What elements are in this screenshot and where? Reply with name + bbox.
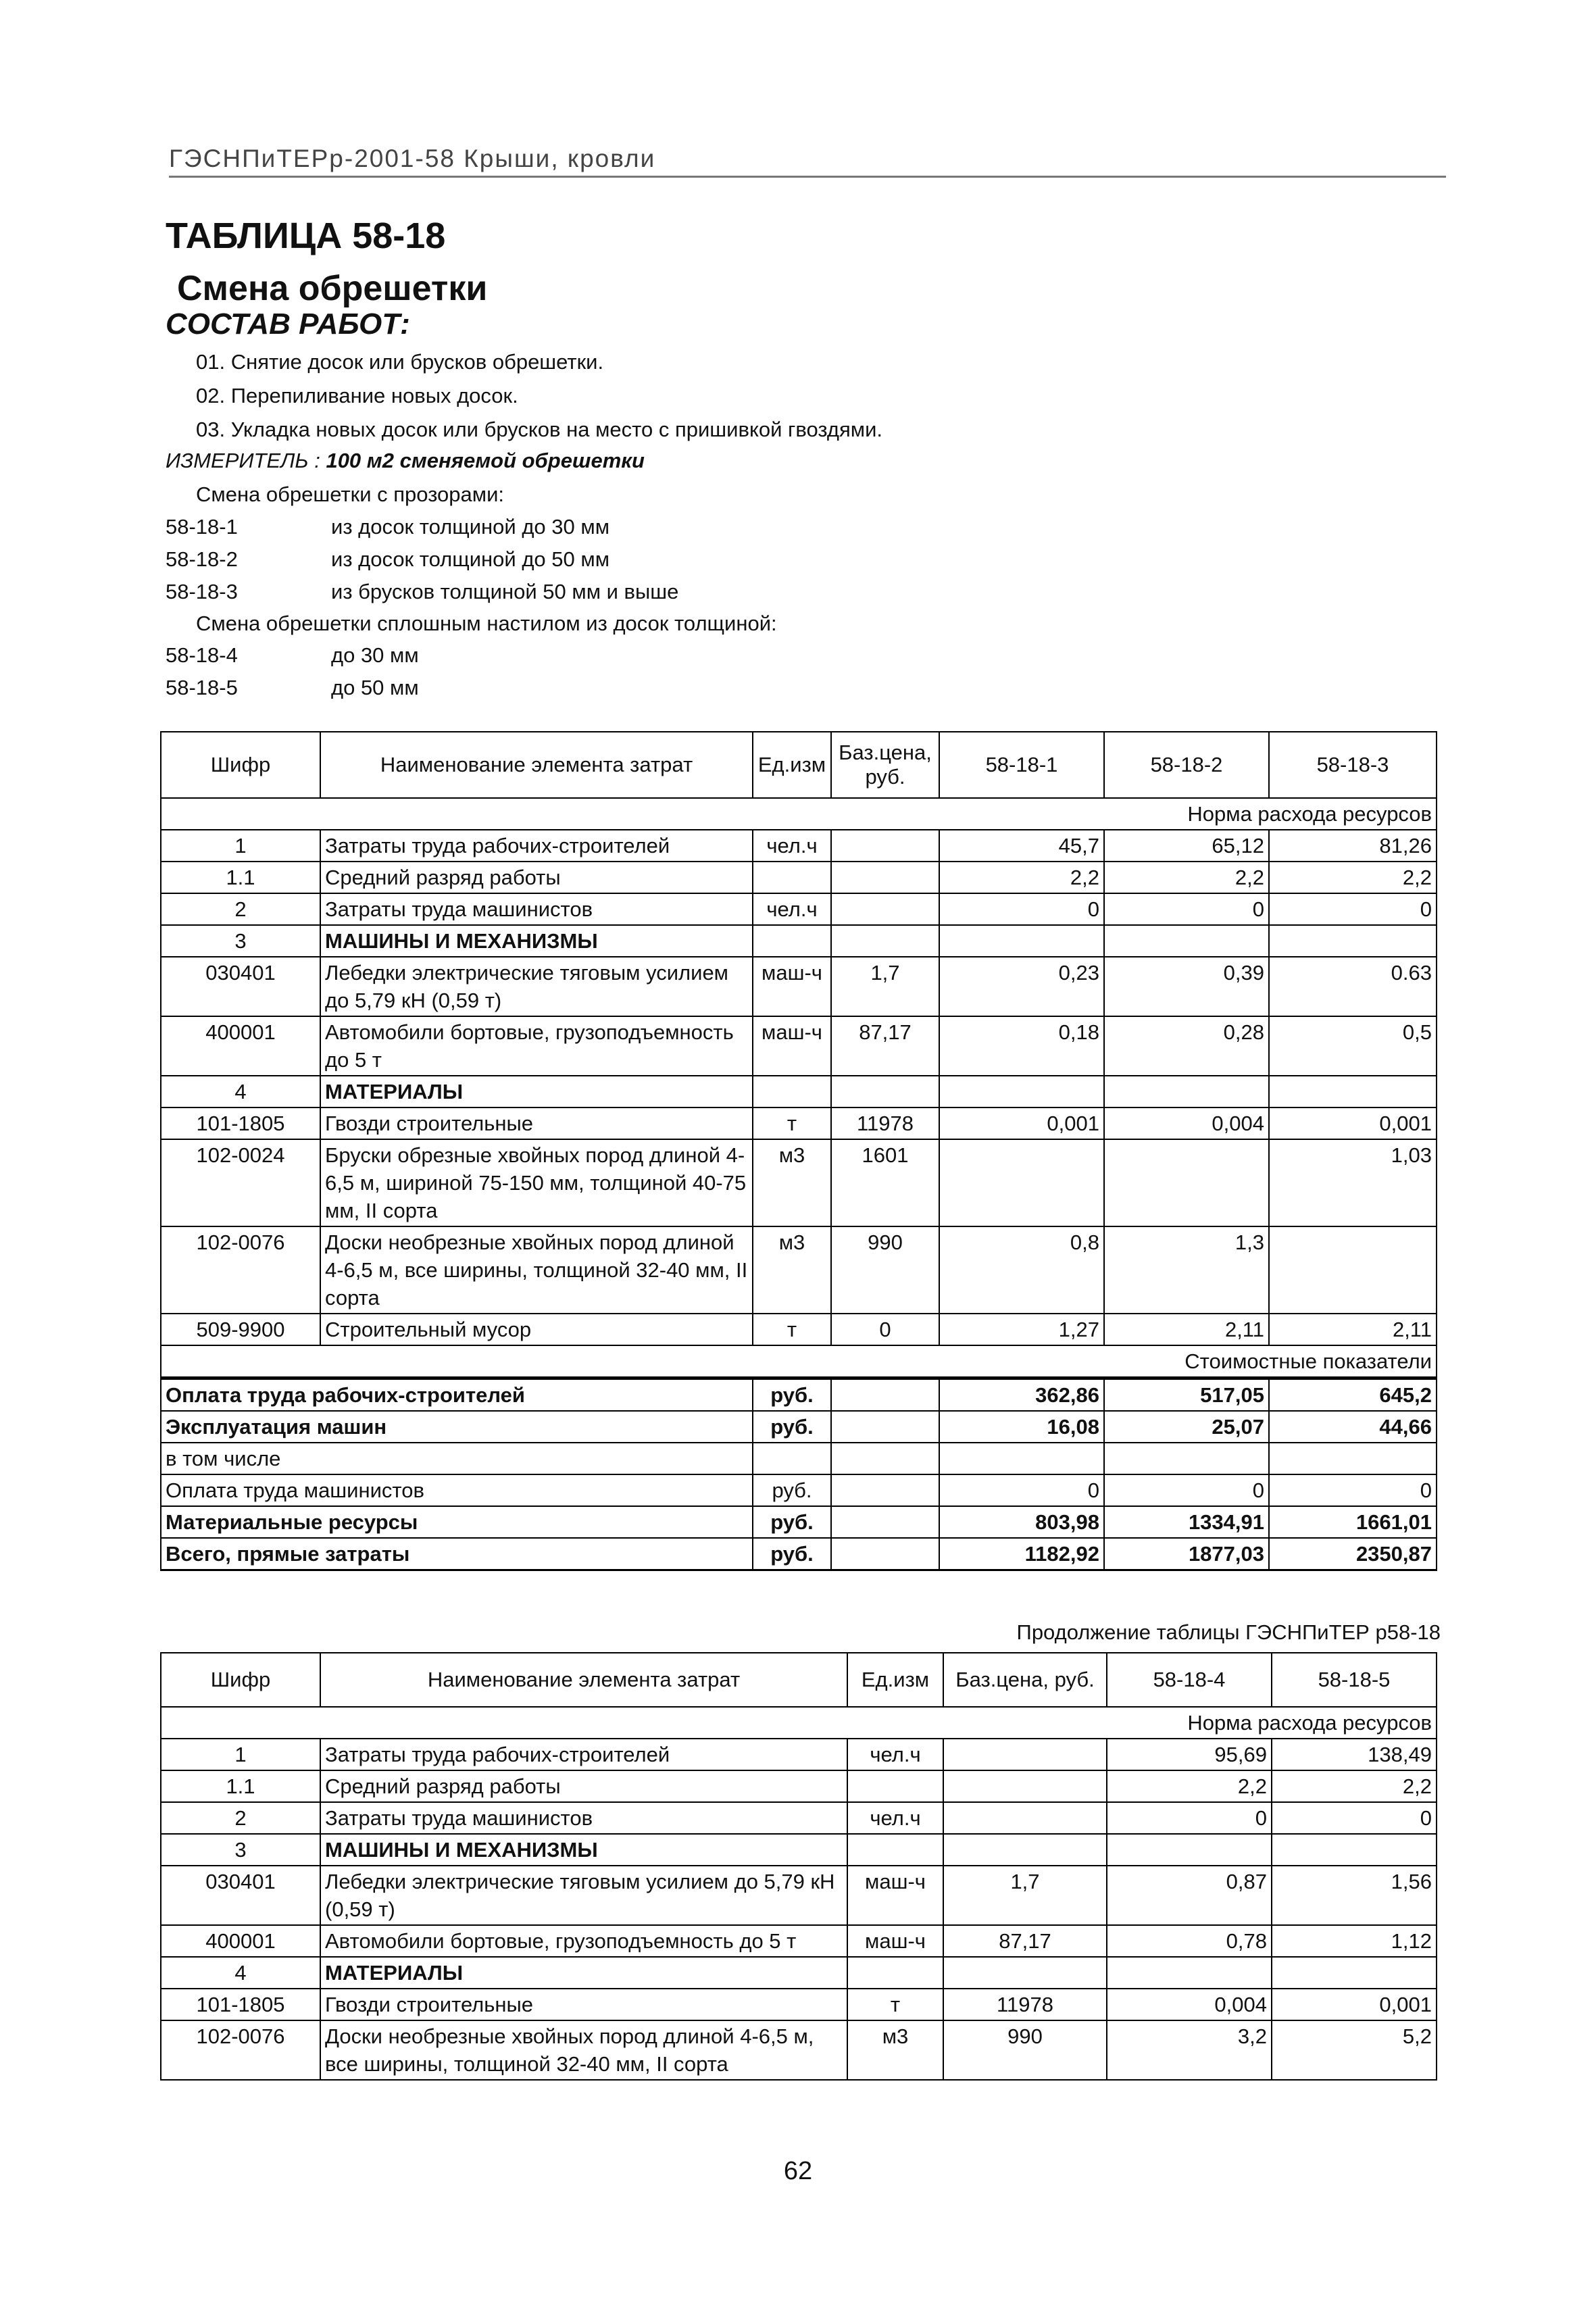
group2-title: Смена обрешетки сплошным настилом из досок толщиной: — [196, 612, 777, 635]
cell-value: 65,12 — [1104, 830, 1269, 862]
group2-code-1: 58-18-4 — [166, 643, 238, 667]
cell-unit: т — [847, 1989, 943, 2020]
table-row — [161, 1866, 1437, 1925]
work-item-3: 03. Укладка новых досок или брусков на место с пришивкой гвоздями. — [196, 418, 883, 441]
header-col-2: 58-18-2 — [1104, 732, 1269, 798]
cell-price — [831, 893, 939, 925]
cell-price — [943, 1739, 1107, 1770]
cell-value: 2,2 — [1269, 862, 1437, 893]
cost-price — [831, 1378, 939, 1412]
cost-value — [1104, 1443, 1269, 1474]
resource-table-1 — [160, 731, 1437, 1571]
cell-value: 0,8 — [939, 1226, 1104, 1314]
table-row — [161, 957, 1437, 1016]
cell-value: 2,2 — [1107, 1770, 1272, 1802]
cost-value: 1182,92 — [939, 1538, 1104, 1570]
group1-title: Смена обрешетки с прозорами: — [196, 482, 505, 506]
cell-price: 1,7 — [831, 957, 939, 1016]
cell-unit — [753, 862, 831, 893]
work-item-2: 02. Перепиливание новых досок. — [196, 384, 518, 407]
cell-price: 11978 — [943, 1989, 1107, 2020]
cost-unit: руб. — [753, 1474, 831, 1506]
cell-price — [831, 925, 939, 957]
cell-value: 2,11 — [1269, 1314, 1437, 1345]
cell-price: 87,17 — [831, 1016, 939, 1076]
cell-value: 0,78 — [1107, 1925, 1272, 1957]
table-subtitle: Смена обрешетки — [177, 269, 488, 308]
cost-unit: руб. — [753, 1538, 831, 1570]
cell-code: 102-0024 — [161, 1139, 320, 1226]
cell-unit: м3 — [753, 1226, 831, 1314]
table-row — [161, 2020, 1437, 2080]
cell-name: МАТЕРИАЛЫ — [320, 1076, 753, 1107]
cell-code: 101-1805 — [161, 1989, 320, 2020]
cell-unit — [847, 1770, 943, 1802]
cell-price: 990 — [831, 1226, 939, 1314]
cell-value — [1107, 1957, 1272, 1989]
cost-value: 44,66 — [1269, 1411, 1437, 1443]
table-row — [161, 1925, 1437, 1957]
cell-code: 102-0076 — [161, 2020, 320, 2080]
cell-code: 1 — [161, 830, 320, 862]
table-row — [161, 1834, 1437, 1866]
cell-value: 2,2 — [1272, 1770, 1437, 1802]
cost-name: Оплата труда машинистов — [161, 1474, 753, 1506]
cell-name: Лебедки электрические тяговым усилием до 5,79 кН (0,59 т) — [320, 957, 753, 1016]
header-price: Баз.цена, руб. — [943, 1653, 1107, 1707]
cell-value: 0,23 — [939, 957, 1104, 1016]
cell-price — [943, 1770, 1107, 1802]
cell-value — [1104, 1076, 1269, 1107]
cell-code: 4 — [161, 1957, 320, 1989]
cell-unit — [753, 1076, 831, 1107]
cell-name: Гвозди строительные — [320, 1989, 847, 2020]
cell-code: 4 — [161, 1076, 320, 1107]
cell-value — [939, 1139, 1104, 1226]
cost-value: 0 — [1104, 1474, 1269, 1506]
table-row — [161, 1739, 1437, 1770]
cell-value: 1,27 — [939, 1314, 1104, 1345]
cost-row — [161, 1506, 1437, 1538]
cell-value — [1272, 1834, 1437, 1866]
cell-code: 1 — [161, 1739, 320, 1770]
cell-unit: м3 — [753, 1139, 831, 1226]
cell-code: 400001 — [161, 1016, 320, 1076]
cell-value: 2,11 — [1104, 1314, 1269, 1345]
cell-price — [943, 1802, 1107, 1834]
cell-value: 1,12 — [1272, 1925, 1437, 1957]
cell-code: 101-1805 — [161, 1107, 320, 1139]
cell-code: 2 — [161, 1802, 320, 1834]
cost-value: 645,2 — [1269, 1378, 1437, 1412]
cell-value — [1104, 1139, 1269, 1226]
cell-unit: м3 — [847, 2020, 943, 2080]
cell-value — [1269, 925, 1437, 957]
cell-name: Затраты труда машинистов — [320, 1802, 847, 1834]
header-code: Шифр — [161, 732, 320, 798]
table-row — [161, 1076, 1437, 1107]
cell-value: 0,87 — [1107, 1866, 1272, 1925]
cell-code: 509-9900 — [161, 1314, 320, 1345]
cell-unit — [847, 1834, 943, 1866]
table-row — [161, 1314, 1437, 1345]
cell-name: Гвозди строительные — [320, 1107, 753, 1139]
cell-value: 0 — [1104, 893, 1269, 925]
group1-code-1: 58-18-1 — [166, 515, 238, 539]
cost-value — [1269, 1443, 1437, 1474]
table-row — [161, 925, 1437, 957]
cell-name: Автомобили бортовые, грузоподъемность до 5 т — [320, 1925, 847, 1957]
cell-value — [1269, 1226, 1437, 1314]
cell-value: 3,2 — [1107, 2020, 1272, 2080]
cell-price — [943, 1834, 1107, 1866]
cell-value: 1,3 — [1104, 1226, 1269, 1314]
cell-unit — [753, 925, 831, 957]
header-col-3: 58-18-3 — [1269, 732, 1437, 798]
cell-code: 1.1 — [161, 862, 320, 893]
cell-code: 030401 — [161, 1866, 320, 1925]
table-row — [161, 1016, 1437, 1076]
cell-value: 0,004 — [1104, 1107, 1269, 1139]
table-row — [161, 1957, 1437, 1989]
cell-value: 45,7 — [939, 830, 1104, 862]
cost-name: Материальные ресурсы — [161, 1506, 753, 1538]
cell-price — [943, 1957, 1107, 1989]
cell-value: 81,26 — [1269, 830, 1437, 862]
cell-value: 0,39 — [1104, 957, 1269, 1016]
cell-name: МАШИНЫ И МЕХАНИЗМЫ — [320, 925, 753, 957]
cell-unit: маш-ч — [753, 1016, 831, 1076]
group1-code-3: 58-18-3 — [166, 580, 238, 603]
cost-name: Всего, прямые затраты — [161, 1538, 753, 1570]
cell-name: Лебедки электрические тяговым усилием до 5,79 кН (0,59 т) — [320, 1866, 847, 1925]
group1-text-2: из досок толщиной до 50 мм — [331, 547, 610, 571]
cost-price — [831, 1506, 939, 1538]
cell-unit: чел.ч — [753, 830, 831, 862]
cell-value: 0,001 — [1269, 1107, 1437, 1139]
cell-value — [1272, 1957, 1437, 1989]
cell-code: 3 — [161, 925, 320, 957]
cost-row — [161, 1378, 1437, 1412]
group1-text-3: из брусков толщиной 50 мм и выше — [331, 580, 679, 603]
cell-price: 11978 — [831, 1107, 939, 1139]
cost-value: 362,86 — [939, 1378, 1104, 1412]
group2-text-2: до 50 мм — [331, 676, 419, 699]
cell-price: 87,17 — [943, 1925, 1107, 1957]
cell-price: 0 — [831, 1314, 939, 1345]
cell-unit: маш-ч — [847, 1866, 943, 1925]
cell-unit: маш-ч — [847, 1925, 943, 1957]
cell-value: 0,004 — [1107, 1989, 1272, 2020]
cell-unit: чел.ч — [847, 1802, 943, 1834]
cost-name: Эксплуатация машин — [161, 1411, 753, 1443]
running-header: ГЭСНПиТЕРр-2001-58 Крыши, кровли — [169, 145, 1446, 178]
cell-value — [1104, 925, 1269, 957]
cell-unit: чел.ч — [847, 1739, 943, 1770]
table-row — [161, 1989, 1437, 2020]
cost-value: 1334,91 — [1104, 1506, 1269, 1538]
table-row — [161, 830, 1437, 862]
cell-unit: т — [753, 1314, 831, 1345]
cell-code: 3 — [161, 1834, 320, 1866]
cell-code: 102-0076 — [161, 1226, 320, 1314]
norm-label: Норма расхода ресурсов — [161, 798, 1437, 830]
header-unit: Ед.изм — [847, 1653, 943, 1707]
cost-value — [939, 1443, 1104, 1474]
cell-value: 0,18 — [939, 1016, 1104, 1076]
cell-value: 0 — [939, 893, 1104, 925]
cell-name: Средний разряд работы — [320, 1770, 847, 1802]
table-row — [161, 862, 1437, 893]
cost-value: 0 — [1269, 1474, 1437, 1506]
cell-code: 1.1 — [161, 1770, 320, 1802]
header-col-5: 58-18-5 — [1272, 1653, 1437, 1707]
group2-code-2: 58-18-5 — [166, 676, 238, 699]
cell-name: МАТЕРИАЛЫ — [320, 1957, 847, 1989]
group1-text-1: из досок толщиной до 30 мм — [331, 515, 610, 539]
cell-value: 0,001 — [1272, 1989, 1437, 2020]
table-title: ТАБЛИЦА 58-18 — [166, 216, 446, 256]
cost-value: 0 — [939, 1474, 1104, 1506]
cell-price: 990 — [943, 2020, 1107, 2080]
cell-value: 0.63 — [1269, 957, 1437, 1016]
cell-name: Строительный мусор — [320, 1314, 753, 1345]
cell-name: Затраты труда рабочих-строителей — [320, 830, 753, 862]
cell-code: 030401 — [161, 957, 320, 1016]
continuation-caption: Продолжение таблицы ГЭСНПиТЕР р58-18 — [1016, 1620, 1441, 1644]
cell-price — [831, 862, 939, 893]
cell-value: 0 — [1272, 1802, 1437, 1834]
cell-price — [831, 1076, 939, 1107]
cost-unit: руб. — [753, 1411, 831, 1443]
table-row — [161, 1107, 1437, 1139]
table-row — [161, 1802, 1437, 1834]
cell-price — [831, 830, 939, 862]
cell-value: 0 — [1269, 893, 1437, 925]
cell-name: Доски необрезные хвойных пород длиной 4-6,5 м, все ширины, толщиной 32-40 мм, II сорта — [320, 2020, 847, 2080]
cost-unit — [753, 1443, 831, 1474]
cell-code: 400001 — [161, 1925, 320, 1957]
norm-label: Норма расхода ресурсов — [161, 1707, 1437, 1739]
cost-value: 16,08 — [939, 1411, 1104, 1443]
cell-code: 2 — [161, 893, 320, 925]
cost-price — [831, 1443, 939, 1474]
work-item-1: 01. Снятие досок или брусков обрешетки. — [196, 350, 604, 374]
cell-value: 0,001 — [939, 1107, 1104, 1139]
cell-value: 1,03 — [1269, 1139, 1437, 1226]
cell-value: 0,28 — [1104, 1016, 1269, 1076]
cell-value: 138,49 — [1272, 1739, 1437, 1770]
cell-name: Бруски обрезные хвойных пород длиной 4-6,5 м, шириной 75-150 мм, толщиной 40-75 мм, II сорта — [320, 1139, 753, 1226]
cost-price — [831, 1474, 939, 1506]
cell-value: 2,2 — [939, 862, 1104, 893]
table-row — [161, 1770, 1437, 1802]
cost-row — [161, 1474, 1437, 1506]
cost-value: 517,05 — [1104, 1378, 1269, 1412]
cell-name: Средний разряд работы — [320, 862, 753, 893]
cell-unit: т — [753, 1107, 831, 1139]
cell-value — [1107, 1834, 1272, 1866]
group2-text-1: до 30 мм — [331, 643, 419, 667]
header-name: Наименование элемента затрат — [320, 732, 753, 798]
table-row — [161, 1226, 1437, 1314]
cell-value — [939, 1076, 1104, 1107]
cost-price — [831, 1538, 939, 1570]
table-row — [161, 893, 1437, 925]
cost-value: 2350,87 — [1269, 1538, 1437, 1570]
cell-value: 0 — [1107, 1802, 1272, 1834]
cell-value: 95,69 — [1107, 1739, 1272, 1770]
cell-price: 1601 — [831, 1139, 939, 1226]
cell-name: Доски необрезные хвойных пород длиной 4-6,5 м, все ширины, толщиной 32-40 мм, II сорта — [320, 1226, 753, 1314]
measure-line — [166, 449, 645, 473]
cost-row — [161, 1443, 1437, 1474]
group1-code-2: 58-18-2 — [166, 547, 238, 571]
cell-name: МАШИНЫ И МЕХАНИЗМЫ — [320, 1834, 847, 1866]
cell-unit — [847, 1957, 943, 1989]
page-number: 62 — [783, 2157, 813, 2185]
cell-value — [939, 925, 1104, 957]
header-col-4: 58-18-4 — [1107, 1653, 1272, 1707]
cost-value: 803,98 — [939, 1506, 1104, 1538]
cell-name: Автомобили бортовые, грузоподъемность до 5 т — [320, 1016, 753, 1076]
cell-value — [1269, 1076, 1437, 1107]
cell-name: Затраты труда машинистов — [320, 893, 753, 925]
cost-value: 1877,03 — [1104, 1538, 1269, 1570]
cost-price — [831, 1411, 939, 1443]
cell-value: 0,5 — [1269, 1016, 1437, 1076]
cost-row — [161, 1538, 1437, 1570]
cell-value: 1,56 — [1272, 1866, 1437, 1925]
header-unit: Ед.изм — [753, 732, 831, 798]
measure-label: ИЗМЕРИТЕЛЬ : — [166, 449, 320, 472]
header-code: Шифр — [161, 1653, 320, 1707]
table-row — [161, 1139, 1437, 1226]
works-label: СОСТАВ РАБОТ: — [166, 307, 410, 341]
cost-unit: руб. — [753, 1378, 831, 1412]
header-col-1: 58-18-1 — [939, 732, 1104, 798]
header-name: Наименование элемента затрат — [320, 1653, 847, 1707]
resource-table-2 — [160, 1652, 1437, 2081]
cell-value: 5,2 — [1272, 2020, 1437, 2080]
header-price: Баз.цена, руб. — [831, 732, 939, 798]
measure-value: 100 м2 сменяемой обрешетки — [326, 449, 645, 472]
cell-value: 2,2 — [1104, 862, 1269, 893]
cost-name: в том числе — [161, 1443, 753, 1474]
cell-price: 1,7 — [943, 1866, 1107, 1925]
cost-row — [161, 1411, 1437, 1443]
cost-value: 25,07 — [1104, 1411, 1269, 1443]
cell-unit: маш-ч — [753, 957, 831, 1016]
cost-label: Стоимостные показатели — [161, 1345, 1437, 1378]
cell-name: Затраты труда рабочих-строителей — [320, 1739, 847, 1770]
cost-name: Оплата труда рабочих-строителей — [161, 1378, 753, 1412]
cost-unit: руб. — [753, 1506, 831, 1538]
cell-unit: чел.ч — [753, 893, 831, 925]
cost-value: 1661,01 — [1269, 1506, 1437, 1538]
